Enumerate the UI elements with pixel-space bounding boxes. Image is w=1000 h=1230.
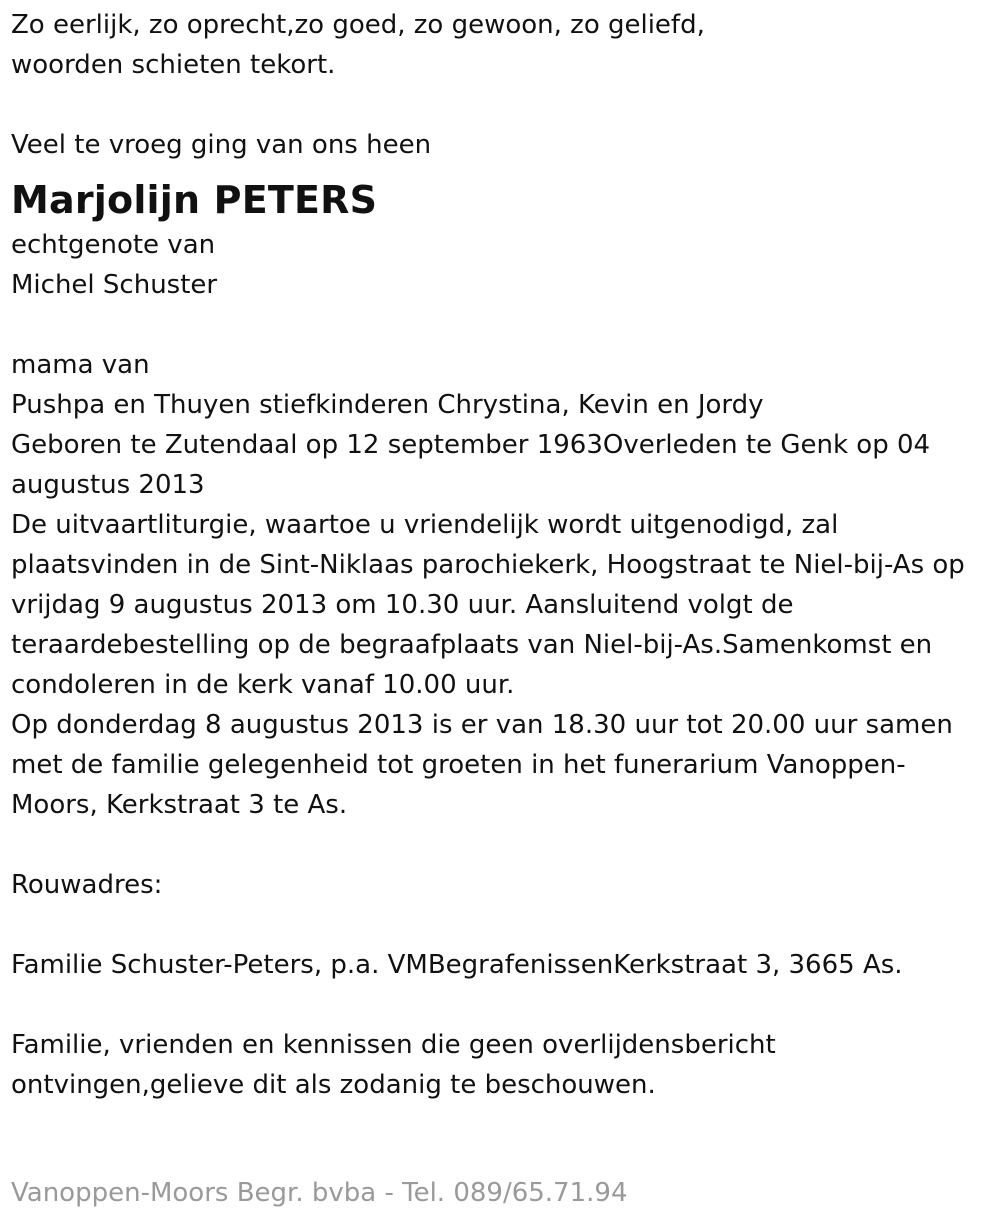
children-label: mama van <box>11 350 150 380</box>
funeral-info: De uitvaartliturgie, waartoe u vriendelijk wordt uitgenodigd, zal plaatsvinden in de Sint-Niklaas parochiekerk, Hoogstraat te Niel-bij-As op vrijdag 9 augustus 2013 om 10.30 uur. Aansluitend volgt de teraardebestelling op de begraafplaats van Niel-bij-As.Samenkomst en condoleren in de kerk vanaf 10.00 uur. <box>11 510 965 700</box>
intro-line-3: Veel te vroeg ging van ons heen <box>11 130 432 160</box>
intro-line-2: woorden schieten tekort. <box>11 50 336 80</box>
spacer <box>11 305 989 345</box>
relation-label: echtgenote van <box>11 230 216 260</box>
spacer <box>11 85 989 125</box>
notice-line-2: ontvingen,gelieve dit als zodanig te beschouwen. <box>11 1070 656 1100</box>
address-label: Rouwadres: <box>11 870 163 900</box>
deceased-name: Marjolijn PETERS <box>11 178 378 222</box>
spacer <box>11 905 989 945</box>
address-value: Familie Schuster-Peters, p.a. VMBegrafenissenKerkstraat 3, 3665 As. <box>11 950 903 980</box>
notice-line-1: Familie, vrienden en kennissen die geen overlijdensbericht <box>11 1030 776 1060</box>
spacer <box>11 985 989 1025</box>
birth-death-info: Geboren te Zutendaal op 12 september 1963Overleden te Genk op 04 augustus 2013 <box>11 430 931 500</box>
funeral-home-footer: Vanoppen-Moors Begr. bvba - Tel. 089/65.71.94 <box>11 1178 628 1208</box>
spacer <box>11 825 989 865</box>
visitation-info: Op donderdag 8 augustus 2013 is er van 18.30 uur tot 20.00 uur samen met de familie gelegenheid tot groeten in het funerarium Vanoppen-Moors, Kerkstraat 3 te As. <box>11 710 953 820</box>
spouse-name: Michel Schuster <box>11 270 218 300</box>
intro-line-1: Zo eerlijk, zo oprecht,zo goed, zo gewoon, zo geliefd, <box>11 10 705 40</box>
children-names: Pushpa en Thuyen stiefkinderen Chrystina, Kevin en Jordy <box>11 390 764 420</box>
